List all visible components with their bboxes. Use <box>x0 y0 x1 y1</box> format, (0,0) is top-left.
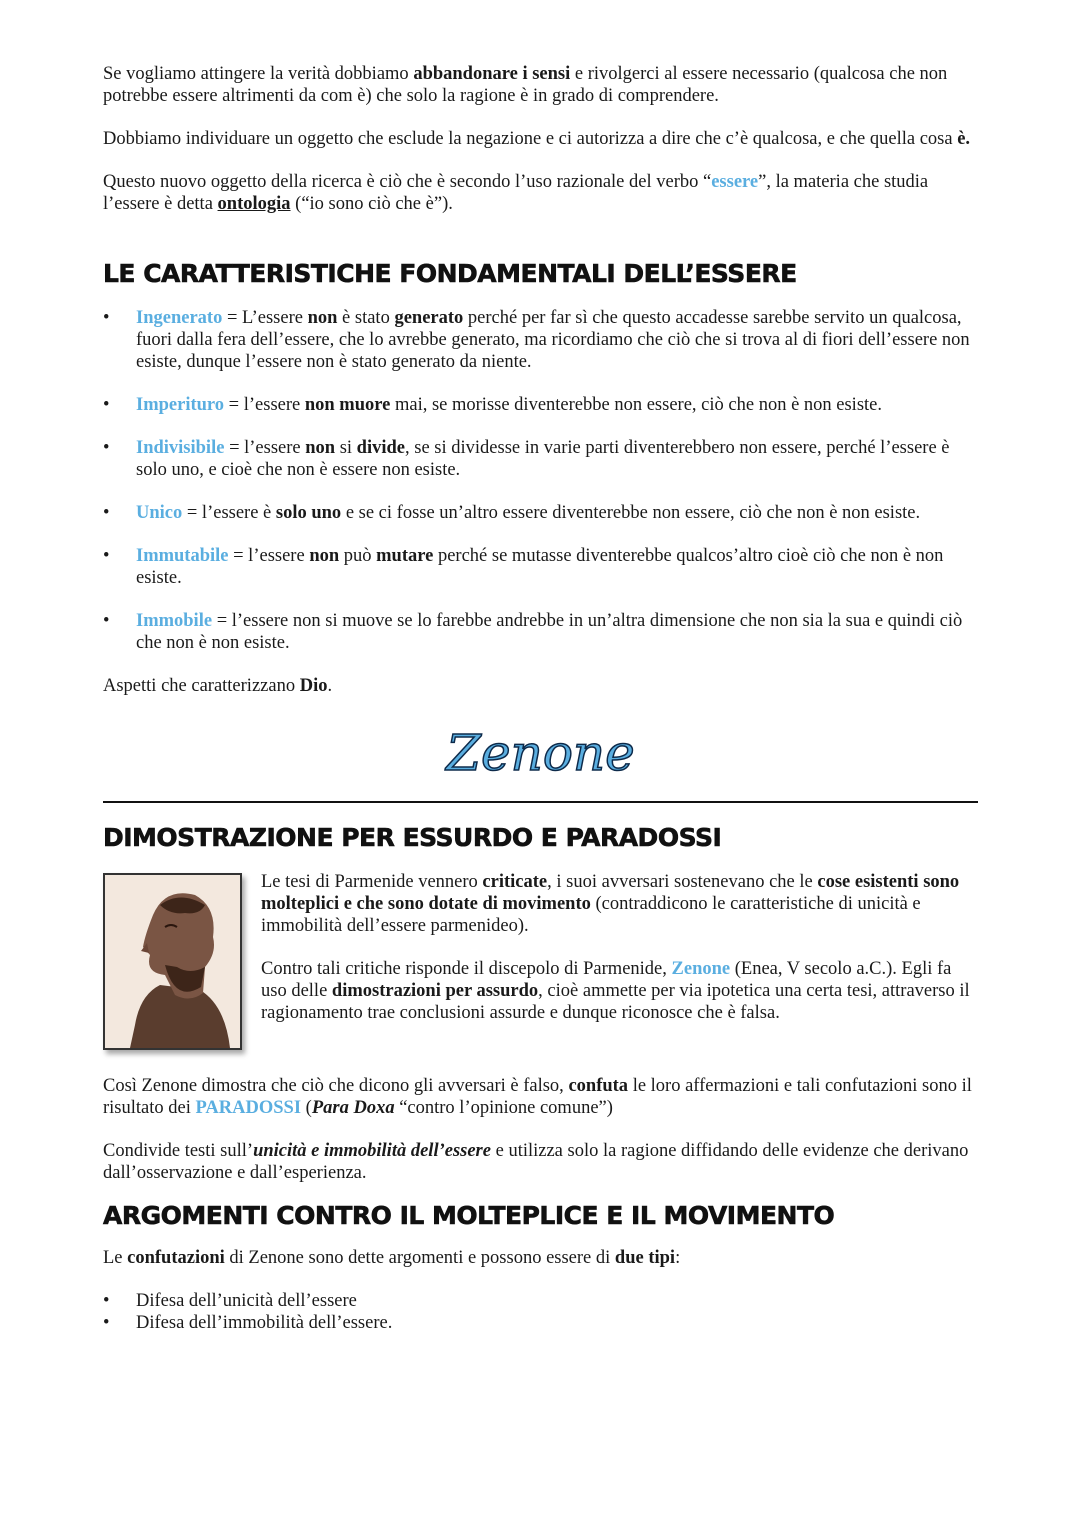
text: è stato <box>337 308 395 328</box>
zenone-intro-text <box>261 871 978 1024</box>
list-item <box>103 545 978 589</box>
bold-text: dimostrazioni per assurdo <box>331 981 539 1001</box>
section-heading-arguments: ARGOMENTI CONTRO IL MOLTEPLICE E IL MOVIMENTO <box>103 1201 835 1230</box>
text: può <box>339 546 377 566</box>
list-item: • Difesa dell’immobilità dell’essere. <box>103 1312 978 1334</box>
zenone-portrait-image <box>103 873 242 1050</box>
term: Imperituro <box>136 395 225 415</box>
bold-italic-text: Para Doxa <box>311 1098 395 1118</box>
text: , se si dividesse in varie parti diventerebbero non essere, perché l’essere è solo uno, e cioè che non è essere non esiste. <box>136 438 950 480</box>
bold-text: divide <box>356 438 405 458</box>
bold-text: criticate <box>482 872 548 892</box>
unity-paragraph <box>103 1140 978 1184</box>
text: (contraddicono le caratteristiche di unicità e immobilità dell’essere parmenideo). <box>261 894 921 936</box>
text: e se ci fosse un’altro essere diventerebbe non essere, ciò che non è non esiste. <box>341 503 921 523</box>
text: (“io sono ciò che è”). <box>290 194 453 214</box>
arguments-paragraph <box>103 1247 978 1269</box>
list-item: • Difesa dell’unicità dell’essere <box>103 1290 978 1312</box>
text: = l’essere è <box>182 503 276 523</box>
text: Le <box>103 1248 128 1268</box>
intro-paragraph-1 <box>103 63 978 107</box>
closing-paragraph <box>103 675 978 697</box>
text: = l’essere non si muove se lo farebbe andrebbe in un’altra dimensione che non sia la sua e quindi ciò che non è non esiste. <box>136 611 963 653</box>
highlight-term: PARADOSSI <box>195 1098 302 1118</box>
arguments-list <box>103 1290 978 1334</box>
list-item <box>103 307 978 373</box>
text: = l’essere <box>228 546 310 566</box>
text: Questo nuovo oggetto della ricerca è ciò che è secondo l’uso razionale del verbo “ <box>103 172 712 192</box>
text: di Zenone sono dette argomenti e possono essere di <box>224 1248 615 1268</box>
text: = l’essere <box>224 395 305 415</box>
bold-text: confuta <box>568 1076 629 1096</box>
term: Unico <box>136 503 183 523</box>
list-item <box>103 502 978 524</box>
bold-text: Dio <box>299 676 328 696</box>
text: mai, se morisse diventerebbe non essere, ciò che non è non esiste. <box>390 395 883 415</box>
bold-text: non <box>305 438 336 458</box>
text: ”, la materia che studia l’essere è detta <box>103 172 929 214</box>
text: = L’essere <box>222 308 308 328</box>
list-item <box>103 610 978 654</box>
paragraph <box>261 958 978 1024</box>
bold-text: non <box>307 308 338 328</box>
highlight-term: essere <box>711 172 759 192</box>
text: Dobbiamo individuare un oggetto che esclude la negazione e ci autorizza a dire che c’è qualcosa, e che quella cosa <box>103 129 958 149</box>
section-heading-paradoxes: DIMOSTRAZIONE PER ESSURDO E PARADOSSI <box>103 823 722 852</box>
text: (Enea, V secolo a.C.). Egli fa uso delle <box>261 959 952 1001</box>
text: le loro affermazioni e tali confutazioni sono il risultato dei <box>103 1076 972 1118</box>
portrait-icon <box>105 875 240 1048</box>
bold-text: confutazioni <box>127 1248 225 1268</box>
bold-text: generato <box>394 308 464 328</box>
bold-text: due tipi <box>614 1248 676 1268</box>
term: Immutabile <box>136 546 229 566</box>
paradox-paragraph <box>103 1075 978 1119</box>
text: = l’essere <box>224 438 306 458</box>
text: perché per far sì che questo accadesse sarebbe servito un qualcosa, fuori dalla fera dell’essere, che lo avrebbe generato, ma ricordiamo che ciò che si trova al di fiori dell’essere non esiste, dunque l’essere non è stato generato da niente. <box>136 308 970 372</box>
bold-text: mutare <box>376 546 434 566</box>
zenone-intro-block <box>103 871 978 1061</box>
text: ( <box>301 1098 312 1118</box>
text: “contro l’opinione comune”) <box>394 1098 613 1118</box>
text: Se vogliamo attingere la verità dobbiamo <box>103 64 414 84</box>
bold-text: solo uno <box>275 503 342 523</box>
characteristics-list <box>103 307 978 654</box>
text: , i suoi avversari sostenevano che le <box>547 872 818 892</box>
text: si <box>335 438 357 458</box>
divider <box>103 801 978 803</box>
bold-text: è. <box>957 129 971 149</box>
intro-paragraph-3 <box>103 171 978 215</box>
bold-text: cose esistenti sono molteplici e che sono dotate di movimento <box>261 872 960 914</box>
bold-text: abbandonare i sensi <box>413 64 571 84</box>
term: Ingenerato <box>136 308 223 328</box>
term: Immobile <box>136 611 213 631</box>
text: perché se mutasse diventerebbe qualcos’altro cioè ciò che non è non esiste. <box>136 546 944 588</box>
document-page <box>103 63 978 1334</box>
paragraph <box>261 871 978 937</box>
text: Aspetti che caratterizzano <box>103 676 300 696</box>
term: Indivisibile <box>136 438 225 458</box>
bold-italic-text: unicità e immobilità dell’essere <box>253 1141 491 1161</box>
text: Contro tali critiche risponde il discepolo di Parmenide, <box>261 959 672 979</box>
text: e rivolgerci al essere necessario (qualcosa che non potrebbe essere altrimenti da com è) che solo la ragione è in grado di comprendere. <box>103 64 948 106</box>
text: , cioè ammette per via ipotetica una certa tesi, attraverso il ragionamento trae conclusioni assurde e dunque riconosce che è falsa. <box>261 981 970 1023</box>
section-heading-characteristics: LE CARATTERISTICHE FONDAMENTALI DELL’ESSERE <box>103 259 797 288</box>
list-item <box>103 394 978 416</box>
zenone-title: Zenone <box>446 724 635 782</box>
text: e utilizza solo la ragione diffidando delle evidenze che derivano dall’osservazione e dall’esperienza. <box>103 1141 969 1183</box>
text: Condivide testi sull’ <box>103 1141 254 1161</box>
bold-text: non <box>309 546 340 566</box>
text: : <box>675 1248 681 1268</box>
underlined-term: ontologia <box>217 194 291 214</box>
bold-text: non muore <box>304 395 391 415</box>
text: Le tesi di Parmenide vennero <box>261 872 483 892</box>
intro-paragraph-2 <box>103 128 978 150</box>
highlight-term: Zenone <box>671 959 731 979</box>
text: Così Zenone dimostra che ciò che dicono gli avversari è falso, <box>103 1076 569 1096</box>
text: . <box>327 676 333 696</box>
list-item <box>103 437 978 481</box>
